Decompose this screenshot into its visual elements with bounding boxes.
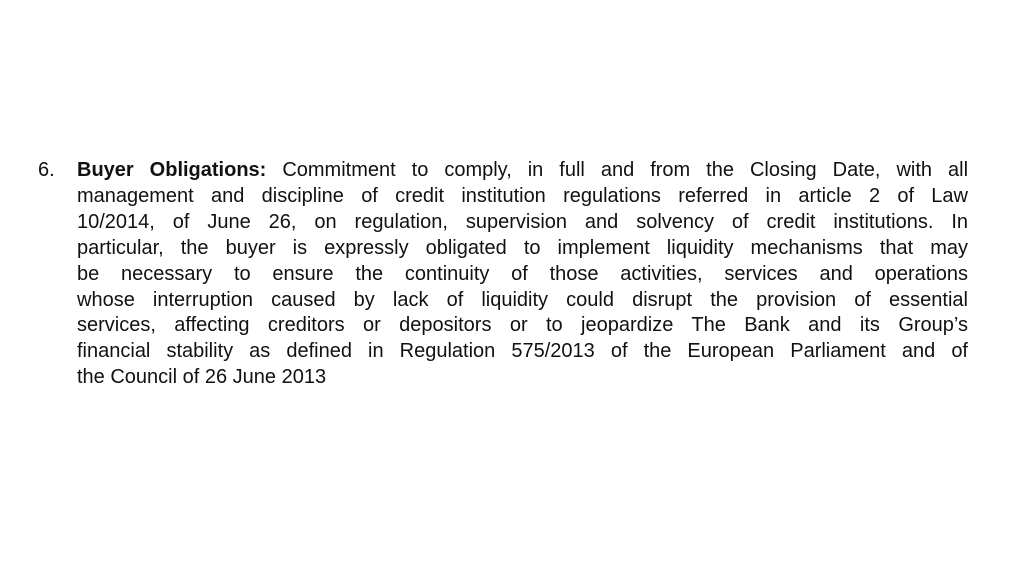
clause-line-text: Commitment to comply, in full and from the Closing Date, with all	[266, 159, 969, 181]
clause-line	[77, 158, 968, 184]
clause-line: management and discipline of credit institution regulations referred in article 2 of Law	[77, 184, 968, 207]
clause-line: particular, the buyer is expressly obligated to implement liquidity mechanisms that may	[77, 236, 968, 259]
clause-line: be necessary to ensure the continuity of those activities, services and operations	[77, 262, 968, 285]
clause-line: whose interruption caused by lack of liquidity could disrupt the provision of essential	[77, 288, 968, 311]
clause-body	[77, 158, 968, 391]
clause-buyer-obligations	[38, 158, 968, 391]
clause-line: financial stability as defined in Regulation 575/2013 of the European Parliament and of	[77, 340, 968, 363]
clause-number: 6.	[38, 159, 55, 181]
clause-line: 10/2014, of June 26, on regulation, supervision and solvency of credit institutions. In	[77, 210, 968, 233]
clause-line: services, affecting creditors or depositors or to jeopardize The Bank and its Group’s	[77, 314, 968, 337]
clause-line: the Council of 26 June 2013	[77, 366, 327, 389]
clause-heading: Buyer Obligations:	[77, 159, 267, 181]
